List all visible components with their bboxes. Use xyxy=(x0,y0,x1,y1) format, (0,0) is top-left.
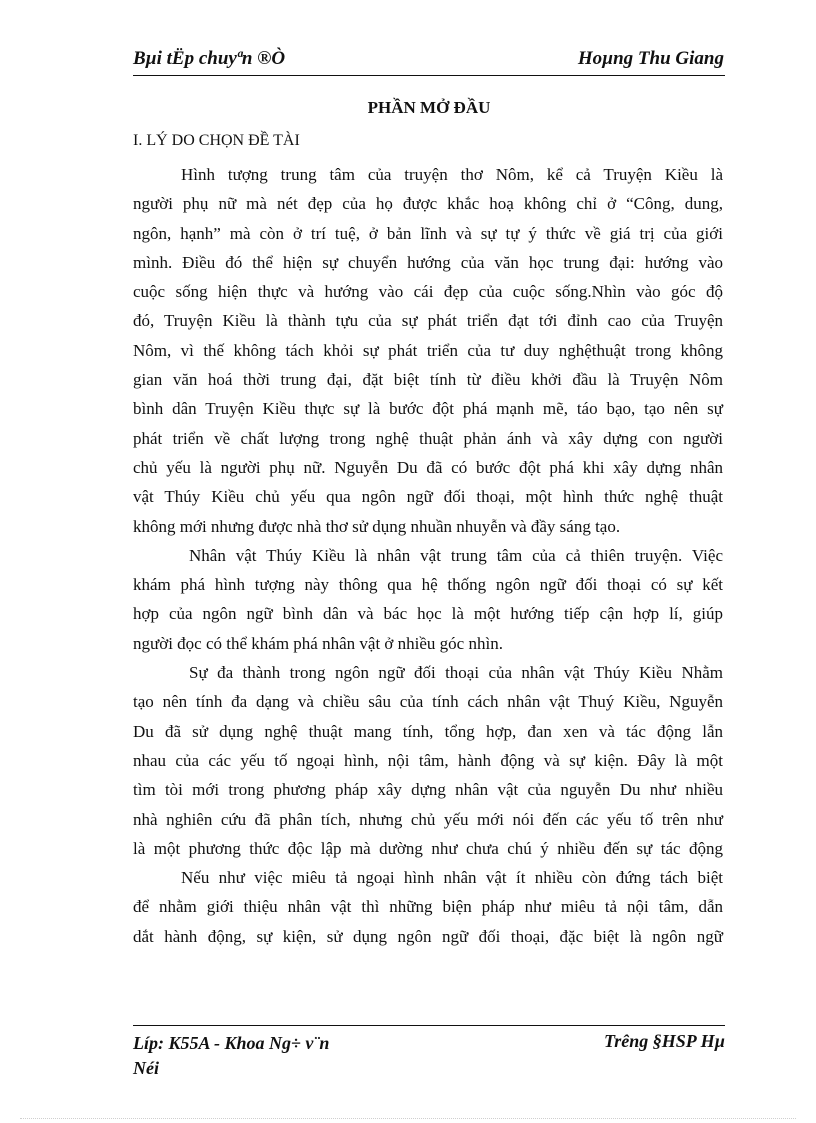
text-line: Nhân vật Thúy Kiều là nhân vật trung tâm của cả thiên truyện. Việc xyxy=(189,545,723,565)
text-line: bình dân Truyện Kiều thực sự là bước đột phá mạnh mẽ, táo bạo, tạo nên sự xyxy=(133,399,723,419)
text-line: Du đã sử dụng nghệ thuật mang tính, tổng hợp, đan xen và tác động lẫn xyxy=(133,721,723,741)
text-line: gian văn hoá thời trung đại, đặt biệt tính từ điều khởi đầu là Truyện Nôm xyxy=(133,370,723,390)
text-line: hợp của ngôn ngữ bình dân và bác học là một hướng tiếp cận hợp lí, giúp xyxy=(133,604,723,624)
text-line: mình. Điều đó thể hiện sự chuyển hướng của văn học trung đại: hướng vào xyxy=(133,252,723,272)
text-line: cuộc sống hiện thực và hướng vào cái đẹp của cuộc sống.Nhìn vào góc độ xyxy=(133,282,723,302)
footer-class-line: Líp: K55A - Khoa Ng÷ v¨n xyxy=(133,1033,330,1053)
text-line: người đọc có thể khám phá nhân vật ở nhiều góc nhìn. xyxy=(133,633,503,653)
text-line: dắt hành động, sự kiện, sử dụng ngôn ngữ đối thoại, đặc biệt là ngôn ngữ xyxy=(133,926,723,946)
text-line: Nếu như việc miêu tả ngoại hình nhân vật ít nhiều còn đứng tách biệt xyxy=(181,868,723,888)
text-line: khám phá hình tượng này thông qua hệ thống ngôn ngữ đối thoại có sự kết xyxy=(133,575,723,595)
text-line: tạo nên tính đa dạng và chiều sâu của tính cách nhân vật Thuý Kiều, Nguyễn xyxy=(133,692,723,712)
text-line: Hình tượng trung tâm của truyện thơ Nôm, kể cả Truyện Kiều là xyxy=(181,165,723,184)
text-line: vật Thúy Kiều chủ yếu qua ngôn ngữ đối thoại, một hình thức nghệ thuật xyxy=(133,487,723,507)
section-heading: I. LÝ DO CHỌN ĐỀ TÀI xyxy=(133,132,300,149)
text-line: nhà nghiên cứu đã phân tích, nhưng chủ yếu mới nói đến các yếu tố trên như xyxy=(133,809,723,829)
header-right-text: Hoµng Thu Giang xyxy=(577,48,724,69)
footer-right: Trêng §HSP Hµ xyxy=(603,1031,725,1051)
text-line: nhau của các yếu tố ngoại hình, nội tâm, hành động và sự kiện. Đây là một xyxy=(133,750,723,770)
text-line: người phụ nữ mà nét đẹp của họ được khắc hoạ không chỉ ở “Công, dung, xyxy=(133,194,723,214)
text-line: Sự đa thành trong ngôn ngữ đối thoại của nhân vật Thúy Kiều Nhằm xyxy=(189,663,723,683)
text-line: chủ yếu là người phụ nữ. Nguyễn Du đã có bước đột phá khi xây dựng nhân xyxy=(133,457,723,477)
text-line: để nhằm giới thiệu nhân vật thì những biện pháp như miêu tả nội tâm, dẫn xyxy=(133,897,723,917)
page-edge xyxy=(20,1118,796,1119)
text-line: phát triển về chất lượng trong nghệ thuật phản ánh và xây dựng con người xyxy=(133,428,723,448)
text-line: không mới nhưng được nhà thơ sử dụng nhuần nhuyễn và đầy sáng tạo. xyxy=(133,516,621,536)
header-left-text: Bµi tËp chuyªn ®Ò xyxy=(133,48,286,69)
text-line: ngôn, hạnh” mà còn ở trí tuệ, ở bản lĩnh và sự tự ý thức về giá trị của giới xyxy=(133,223,723,243)
text-line: Nôm, vì thế không tách khỏi sự phát triển của tư duy nghệthuật trong không xyxy=(133,340,723,360)
body-text xyxy=(133,160,723,951)
footer-city-line: Néi xyxy=(133,1058,159,1078)
footer-rule xyxy=(133,1025,725,1026)
page-header xyxy=(133,48,724,74)
header-rule xyxy=(133,75,725,76)
footer-left xyxy=(133,1031,329,1081)
text-line: tìm tòi mới trong phương pháp xây dựng nhân vật của nguyễn Du như nhiều xyxy=(133,780,723,800)
page-title: PHẦN MỞ ĐẦU xyxy=(367,98,491,117)
text-line: đó, Truyện Kiều là thành tựu của sự phát triển đạt tới đỉnh cao của Truyện xyxy=(133,311,723,331)
text-line: là một phương thức độc lập mà dường như chưa chú ý nhiều đến sự tác động xyxy=(133,838,723,858)
